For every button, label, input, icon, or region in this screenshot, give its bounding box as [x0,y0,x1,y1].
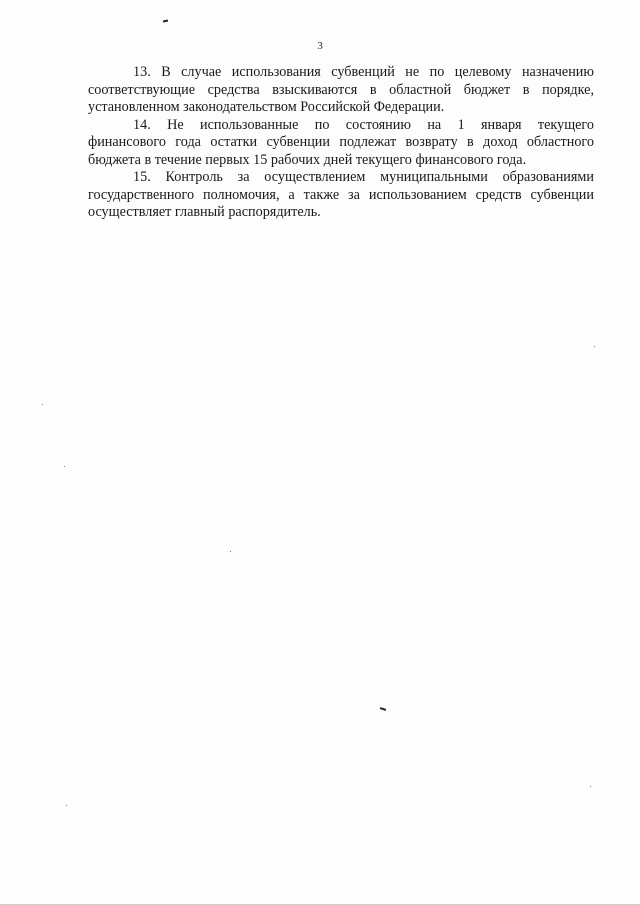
paragraph-line: соответствующие средства взыскиваются в областной бюджет в порядке, [88,81,594,98]
paragraph-14 [88,117,594,170]
document-body [88,64,594,222]
paragraph-line: государственного полномочия, а также за использованием средств субвенции [88,186,594,203]
paragraph-line: 14. Не использованные по состоянию на 1 января текущего [133,116,594,133]
scan-speck [42,404,43,405]
page-number: 3 [317,40,323,52]
scan-speck [64,466,65,467]
paragraph-line: осуществляет главный распорядитель. [88,204,321,220]
scan-speck [590,786,591,787]
scan-speck [163,20,168,23]
scan-speck [230,551,231,552]
paragraph-line: финансового года остатки субвенции подлежат возврату в доход областного [88,134,594,150]
scan-speck [66,805,67,806]
scan-speck [380,707,386,711]
paragraph-15 [88,169,594,222]
paragraph-line: 15. Контроль за осуществлением муниципальными образованиями [133,169,594,185]
paragraph-line: бюджета в течение первых 15 рабочих дней текущего финансового года. [88,151,527,168]
paragraph-line: 13. В случае использования субвенций не по целевому назначению [133,64,594,80]
paragraph-line: установленном законодательством Российской Федерации. [88,99,445,115]
scan-speck [594,346,595,347]
paragraph-13 [88,64,594,117]
